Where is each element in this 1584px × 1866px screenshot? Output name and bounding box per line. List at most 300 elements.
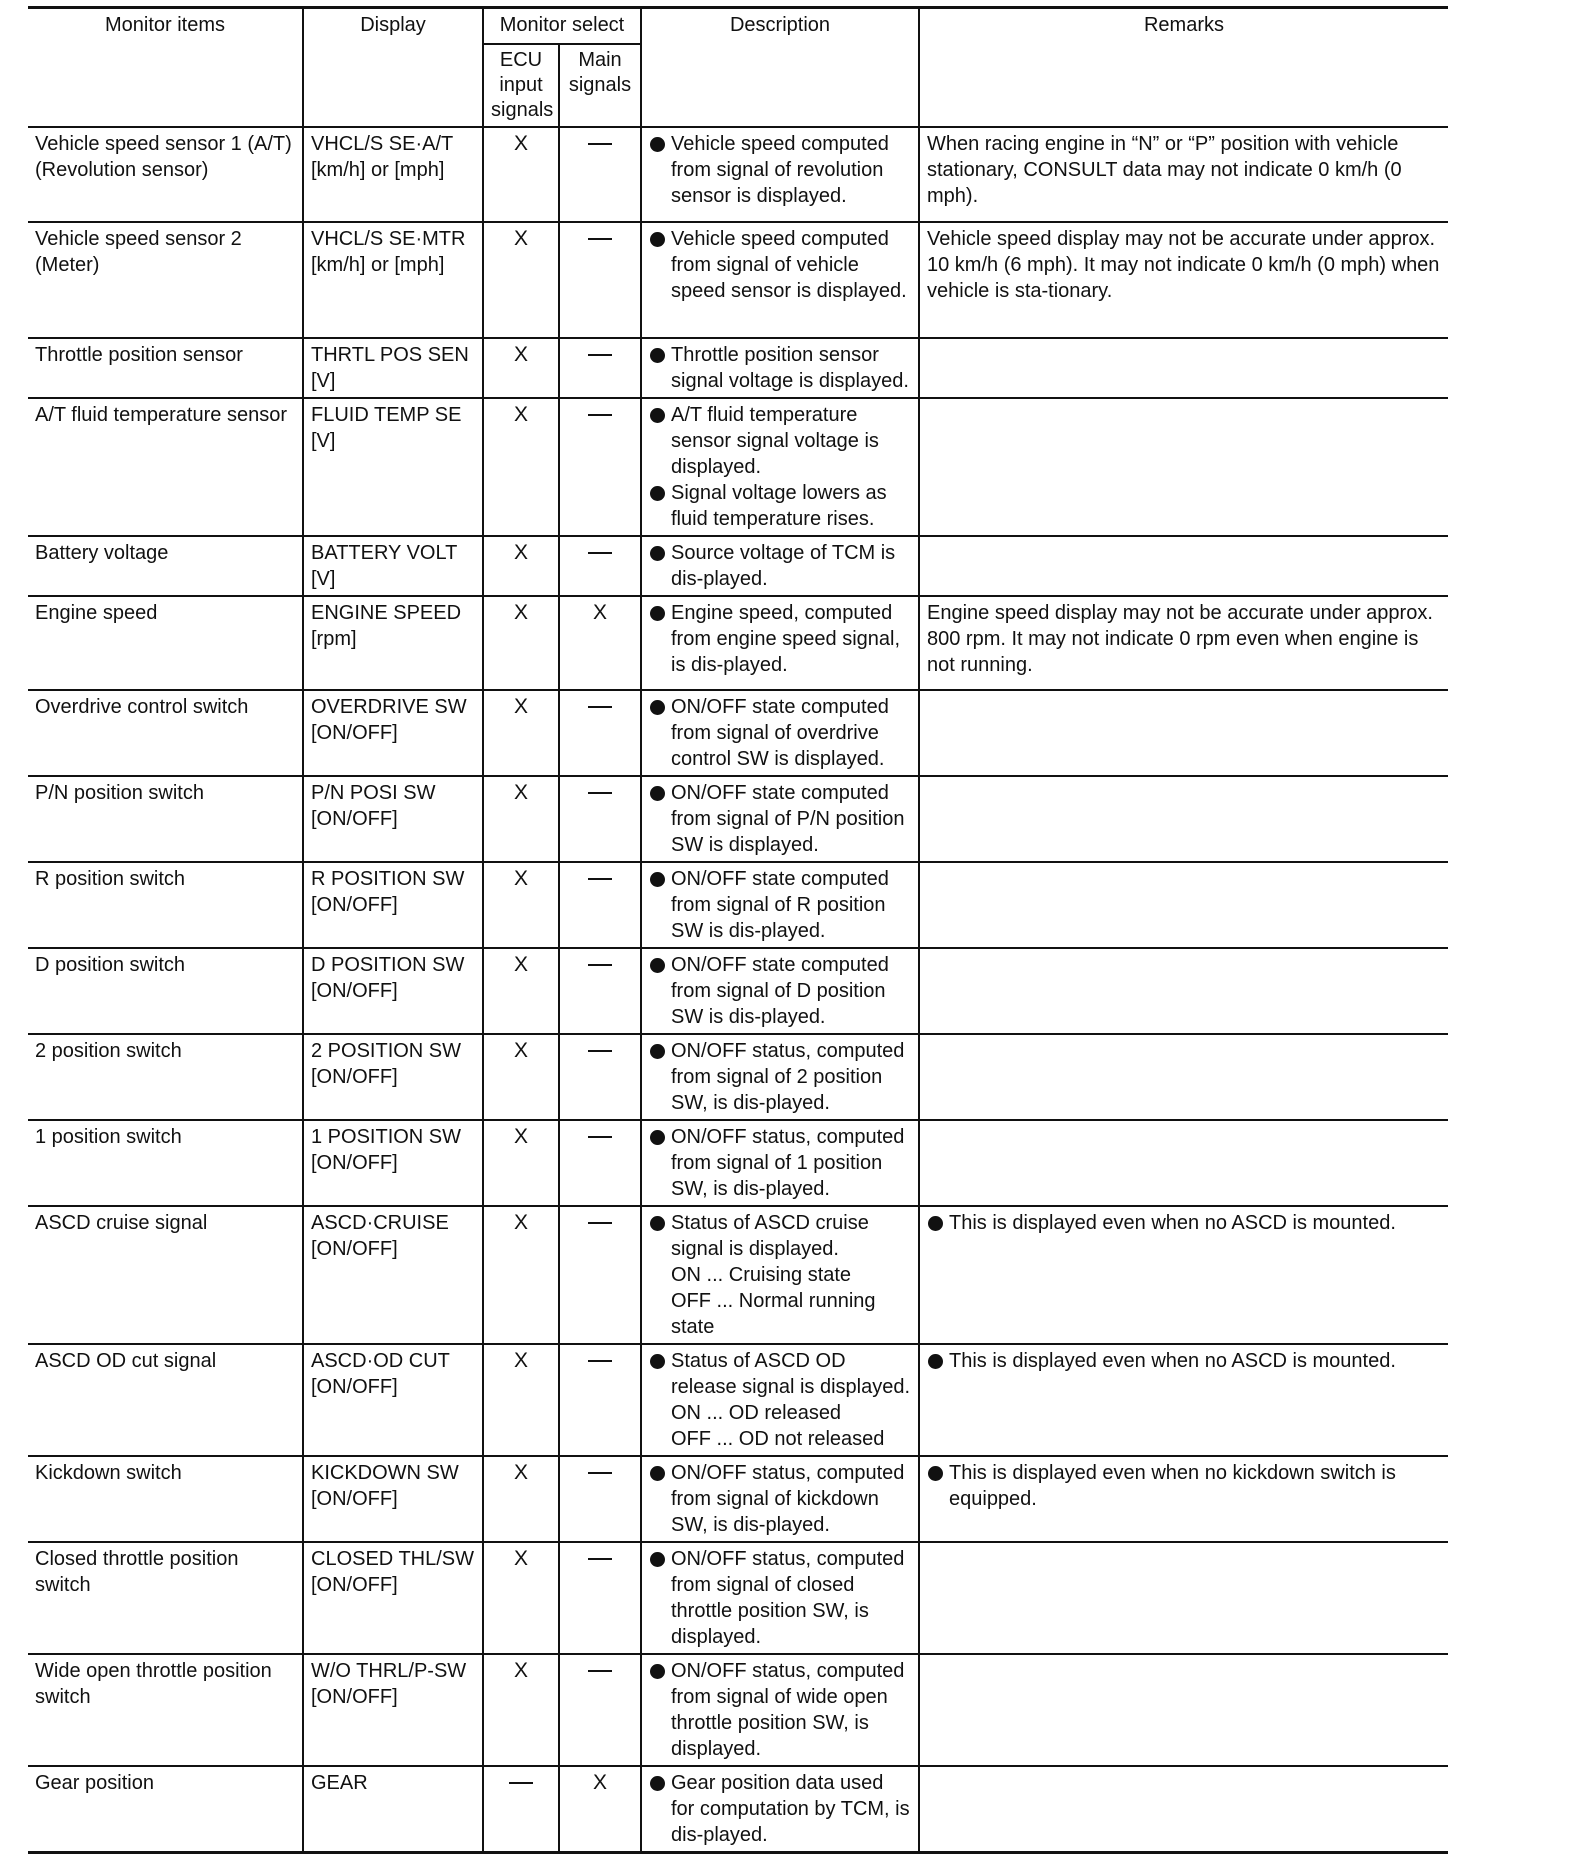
main-signal-cell xyxy=(559,338,641,398)
display-line: [km/h] or [mph] xyxy=(311,253,445,276)
table-row xyxy=(28,1120,1448,1206)
monitor-item-line: Wide open throttle position switch xyxy=(35,1659,272,1708)
monitor-item-line: (Meter) xyxy=(35,253,100,276)
description-cell xyxy=(641,776,919,862)
monitor-item-line: Kickdown switch xyxy=(35,1461,182,1484)
remarks-text: When racing engine in “N” or “P” position with vehicle stationary, CONSULT data may not indicate 0 km/h (0 mph). xyxy=(927,132,1402,207)
description-text: A/T fluid temperature sensor signal voltage is displayed. xyxy=(671,403,879,478)
display-cell xyxy=(303,862,483,948)
display-cell xyxy=(303,1344,483,1456)
remarks-cell xyxy=(919,1344,1448,1456)
display-line: [ON/OFF] xyxy=(311,1685,398,1708)
display-cell xyxy=(303,338,483,398)
display-cell xyxy=(303,948,483,1034)
ecu-input-signal-cell xyxy=(483,1456,559,1542)
x-mark: X xyxy=(513,1460,528,1484)
x-mark: X xyxy=(513,402,528,426)
display-cell xyxy=(303,596,483,690)
display-line: P/N POSI SW xyxy=(311,781,436,804)
dash-mark xyxy=(588,1050,612,1052)
description-cell xyxy=(641,127,919,222)
remarks-cell xyxy=(919,398,1448,536)
description-text: ON/OFF status, computed from signal of 1 position SW, is dis-played. xyxy=(671,1125,905,1200)
description-cell xyxy=(641,1206,919,1344)
display-line: VHCL/S SE·A/T xyxy=(311,132,454,155)
remarks-cell xyxy=(919,1206,1448,1344)
monitor-item-cell xyxy=(28,596,303,690)
x-mark: X xyxy=(513,600,528,624)
description-text: OFF ... Normal running state xyxy=(671,1289,876,1338)
dash-mark xyxy=(588,706,612,708)
description-cell xyxy=(641,398,919,536)
description-bullet xyxy=(649,780,911,858)
dash-mark xyxy=(588,964,612,966)
header-display: Display xyxy=(303,8,483,127)
description-line xyxy=(649,1288,911,1340)
description-text: ON/OFF state computed from signal of D position SW is dis-played. xyxy=(671,953,889,1028)
remarks-cell xyxy=(919,862,1448,948)
display-line: OVERDRIVE SW xyxy=(311,695,467,718)
description-line xyxy=(649,1262,911,1288)
description-cell xyxy=(641,1542,919,1654)
bullet-dot-icon xyxy=(650,137,665,152)
table-row xyxy=(28,1456,1448,1542)
main-signal-cell xyxy=(559,1120,641,1206)
display-line: 1 POSITION SW xyxy=(311,1125,462,1148)
remarks-text: This is displayed even when no kickdown switch is equipped. xyxy=(949,1461,1396,1510)
x-mark: X xyxy=(513,1124,528,1148)
description-text: ON/OFF status, computed from signal of 2 position SW, is dis-played. xyxy=(671,1039,905,1114)
monitor-item-line: Vehicle speed sensor 1 (A/T) xyxy=(35,132,292,155)
table-row xyxy=(28,1766,1448,1853)
bullet-dot-icon xyxy=(650,1776,665,1791)
monitor-item-line: A/T fluid temperature sensor xyxy=(35,403,287,426)
display-line: [ON/OFF] xyxy=(311,1151,398,1174)
remarks-cell xyxy=(919,1654,1448,1766)
bullet-dot-icon xyxy=(650,1664,665,1679)
dash-mark xyxy=(509,1782,533,1784)
display-line: [ON/OFF] xyxy=(311,1065,398,1088)
table-row xyxy=(28,690,1448,776)
description-text: Vehicle speed computed from signal of revolution sensor is displayed. xyxy=(671,132,889,207)
description-line xyxy=(649,1426,911,1452)
display-line: [V] xyxy=(311,567,336,590)
main-signal-cell xyxy=(559,127,641,222)
x-mark: X xyxy=(513,780,528,804)
main-signal-cell xyxy=(559,596,641,690)
x-mark: X xyxy=(513,131,528,155)
x-mark: X xyxy=(513,866,528,890)
display-cell xyxy=(303,1120,483,1206)
bullet-dot-icon xyxy=(650,872,665,887)
monitor-item-cell xyxy=(28,338,303,398)
bullet-dot-icon xyxy=(928,1466,943,1481)
bullet-dot-icon xyxy=(650,786,665,801)
description-bullet xyxy=(649,480,911,532)
monitor-item-cell xyxy=(28,776,303,862)
x-mark: X xyxy=(513,1546,528,1570)
description-text: OFF ... OD not released xyxy=(671,1427,885,1450)
monitor-item-cell xyxy=(28,536,303,596)
description-bullet xyxy=(649,1038,911,1116)
display-cell xyxy=(303,127,483,222)
display-line: [ON/OFF] xyxy=(311,1237,398,1260)
main-signal-cell xyxy=(559,948,641,1034)
dash-mark xyxy=(588,1670,612,1672)
monitor-item-line: Throttle position sensor xyxy=(35,343,243,366)
main-signal-cell xyxy=(559,1766,641,1853)
description-text: Vehicle speed computed from signal of vehicle speed sensor is displayed. xyxy=(671,227,907,302)
bullet-dot-icon xyxy=(928,1354,943,1369)
monitor-item-cell xyxy=(28,1120,303,1206)
display-cell xyxy=(303,1034,483,1120)
table-row xyxy=(28,596,1448,690)
bullet-dot-icon xyxy=(650,408,665,423)
remarks-cell xyxy=(919,1542,1448,1654)
dash-mark xyxy=(588,238,612,240)
description-cell xyxy=(641,1034,919,1120)
monitor-item-line: Engine speed xyxy=(35,601,158,624)
description-text: ON/OFF status, computed from signal of kickdown SW, is dis-played. xyxy=(671,1461,905,1536)
header-monitor-select: Monitor select xyxy=(483,8,641,44)
display-line: R POSITION SW xyxy=(311,867,465,890)
monitor-item-line: Vehicle speed sensor 2 xyxy=(35,227,242,250)
ecu-input-signal-cell xyxy=(483,596,559,690)
description-bullet xyxy=(649,1210,911,1262)
bullet-dot-icon xyxy=(650,1130,665,1145)
table-row xyxy=(28,862,1448,948)
description-bullet xyxy=(649,1770,911,1848)
bullet-dot-icon xyxy=(650,606,665,621)
ecu-input-signal-cell xyxy=(483,1542,559,1654)
description-text: ON/OFF status, computed from signal of wide open throttle position SW, is displayed. xyxy=(671,1659,905,1760)
main-signal-cell xyxy=(559,776,641,862)
table-row xyxy=(28,1206,1448,1344)
description-bullet xyxy=(649,1658,911,1762)
display-line: ASCD·OD CUT xyxy=(311,1349,450,1372)
header-row-top xyxy=(28,8,1448,44)
ecu-input-signal-cell xyxy=(483,338,559,398)
description-cell xyxy=(641,338,919,398)
monitor-item-cell xyxy=(28,948,303,1034)
description-cell xyxy=(641,1456,919,1542)
description-cell xyxy=(641,690,919,776)
description-bullet xyxy=(649,402,911,480)
main-signal-cell xyxy=(559,862,641,948)
display-line: 2 POSITION SW xyxy=(311,1039,462,1062)
remarks-text: This is displayed even when no ASCD is mounted. xyxy=(949,1349,1396,1372)
x-mark: X xyxy=(513,226,528,250)
dash-mark xyxy=(588,354,612,356)
display-line: ENGINE SPEED xyxy=(311,601,462,624)
description-cell xyxy=(641,1654,919,1766)
x-mark: X xyxy=(513,1038,528,1062)
dash-mark xyxy=(588,143,612,145)
monitor-item-line: Overdrive control switch xyxy=(35,695,249,718)
description-text: ON/OFF state computed from signal of overdrive control SW is displayed. xyxy=(671,695,889,770)
display-line: BATTERY VOLT xyxy=(311,541,458,564)
main-signal-cell xyxy=(559,1542,641,1654)
x-mark: X xyxy=(592,600,607,624)
display-line: [km/h] or [mph] xyxy=(311,158,445,181)
ecu-input-signal-cell xyxy=(483,1766,559,1853)
monitor-item-line: ASCD cruise signal xyxy=(35,1211,208,1234)
monitor-item-line: P/N position switch xyxy=(35,781,204,804)
description-text: ON ... Cruising state xyxy=(671,1263,852,1286)
table-row xyxy=(28,338,1448,398)
x-mark: X xyxy=(513,540,528,564)
main-signal-cell xyxy=(559,222,641,338)
monitor-item-cell xyxy=(28,1654,303,1766)
display-cell xyxy=(303,536,483,596)
display-line: [ON/OFF] xyxy=(311,721,398,744)
ecu-input-signal-cell xyxy=(483,1120,559,1206)
table-row xyxy=(28,536,1448,596)
description-bullet xyxy=(649,694,911,772)
dash-mark xyxy=(588,552,612,554)
description-bullet xyxy=(649,952,911,1030)
remarks-cell xyxy=(919,222,1448,338)
header-description: Description xyxy=(641,8,919,127)
monitor-item-cell xyxy=(28,862,303,948)
bullet-dot-icon xyxy=(650,1044,665,1059)
main-signal-cell xyxy=(559,690,641,776)
monitor-items-sheet xyxy=(28,6,1448,1854)
display-line: [ON/OFF] xyxy=(311,979,398,1002)
remarks-cell xyxy=(919,127,1448,222)
description-bullet xyxy=(649,866,911,944)
dash-mark xyxy=(588,1222,612,1224)
main-signal-cell xyxy=(559,398,641,536)
table-row xyxy=(28,1654,1448,1766)
remarks-bullet xyxy=(927,1210,1441,1236)
monitor-item-cell xyxy=(28,127,303,222)
description-cell xyxy=(641,862,919,948)
x-mark: X xyxy=(592,1770,607,1794)
description-cell xyxy=(641,948,919,1034)
display-cell xyxy=(303,1456,483,1542)
ecu-input-signal-cell xyxy=(483,1654,559,1766)
main-signal-cell xyxy=(559,1344,641,1456)
description-cell xyxy=(641,1766,919,1853)
description-cell xyxy=(641,596,919,690)
display-cell xyxy=(303,690,483,776)
table-row xyxy=(28,127,1448,222)
monitor-item-cell xyxy=(28,1206,303,1344)
description-text: Source voltage of TCM is dis-played. xyxy=(671,541,896,590)
bullet-dot-icon xyxy=(928,1216,943,1231)
ecu-input-signal-cell xyxy=(483,1344,559,1456)
display-line: ASCD·CRUISE xyxy=(311,1211,449,1234)
description-bullet xyxy=(649,226,911,304)
display-line: CLOSED THL/SW xyxy=(311,1547,474,1570)
remarks-cell xyxy=(919,1034,1448,1120)
remarks-text: Engine speed display may not be accurate under approx. 800 rpm. It may not indicate 0 rpm even when engine is not running. xyxy=(927,601,1433,676)
header-remarks: Remarks xyxy=(919,8,1448,127)
monitor-item-cell xyxy=(28,1542,303,1654)
dash-mark xyxy=(588,1360,612,1362)
bullet-dot-icon xyxy=(650,1552,665,1567)
bullet-dot-icon xyxy=(650,700,665,715)
header-ecu-input-signals: ECU input signals xyxy=(483,44,559,127)
display-line: [ON/OFF] xyxy=(311,1375,398,1398)
table-row xyxy=(28,1542,1448,1654)
main-signal-cell xyxy=(559,1456,641,1542)
description-text: Status of ASCD OD release signal is displayed. xyxy=(671,1349,911,1398)
display-cell xyxy=(303,1654,483,1766)
monitor-item-line: 2 position switch xyxy=(35,1039,182,1062)
x-mark: X xyxy=(513,342,528,366)
dash-mark xyxy=(588,878,612,880)
monitor-item-line: Gear position xyxy=(35,1771,154,1794)
remarks-bullet xyxy=(927,1348,1441,1374)
bullet-dot-icon xyxy=(650,232,665,247)
description-bullet xyxy=(649,1546,911,1650)
monitor-item-cell xyxy=(28,690,303,776)
table-body xyxy=(28,127,1448,1853)
display-line: VHCL/S SE·MTR xyxy=(311,227,466,250)
monitor-item-line: Closed throttle position switch xyxy=(35,1547,239,1596)
description-text: ON/OFF status, computed from signal of closed throttle position SW, is displayed. xyxy=(671,1547,905,1648)
ecu-input-signal-cell xyxy=(483,222,559,338)
ecu-input-signal-cell xyxy=(483,862,559,948)
dash-mark xyxy=(588,414,612,416)
monitor-item-line: Battery voltage xyxy=(35,541,169,564)
bullet-dot-icon xyxy=(650,1466,665,1481)
description-text: Gear position data used for computation by TCM, is dis-played. xyxy=(671,1771,910,1846)
display-line: D POSITION SW xyxy=(311,953,465,976)
header-monitor-items: Monitor items xyxy=(28,8,303,127)
table-row xyxy=(28,222,1448,338)
description-bullet xyxy=(649,342,911,394)
ecu-input-signal-cell xyxy=(483,536,559,596)
description-text: Throttle position sensor signal voltage is displayed. xyxy=(671,343,909,392)
description-cell xyxy=(641,222,919,338)
description-bullet xyxy=(649,1124,911,1202)
description-line xyxy=(649,1400,911,1426)
display-cell xyxy=(303,398,483,536)
x-mark: X xyxy=(513,694,528,718)
remarks-line xyxy=(927,226,1441,304)
table-row xyxy=(28,1034,1448,1120)
description-text: Status of ASCD cruise signal is displayed. xyxy=(671,1211,869,1260)
description-cell xyxy=(641,536,919,596)
ecu-input-signal-cell xyxy=(483,127,559,222)
description-cell xyxy=(641,1344,919,1456)
remarks-cell xyxy=(919,776,1448,862)
display-line: W/O THRL/P-SW xyxy=(311,1659,467,1682)
remarks-text: Vehicle speed display may not be accurate under approx. 10 km/h (6 mph). It may not indicate 0 km/h (0 mph) when vehicle is sta-tionary. xyxy=(927,227,1440,302)
ecu-input-signal-cell xyxy=(483,690,559,776)
monitor-item-line: R position switch xyxy=(35,867,186,890)
display-cell xyxy=(303,1766,483,1853)
monitor-item-line: ASCD OD cut signal xyxy=(35,1349,217,1372)
bullet-dot-icon xyxy=(650,1216,665,1231)
display-cell xyxy=(303,776,483,862)
description-bullet xyxy=(649,600,911,678)
remarks-cell xyxy=(919,1120,1448,1206)
table-row xyxy=(28,398,1448,536)
table-row xyxy=(28,1344,1448,1456)
remarks-cell xyxy=(919,690,1448,776)
bullet-dot-icon xyxy=(650,546,665,561)
monitor-item-cell xyxy=(28,1456,303,1542)
ecu-input-signal-cell xyxy=(483,1034,559,1120)
remarks-cell xyxy=(919,948,1448,1034)
x-mark: X xyxy=(513,1210,528,1234)
remarks-cell xyxy=(919,536,1448,596)
bullet-dot-icon xyxy=(650,958,665,973)
display-cell xyxy=(303,222,483,338)
description-text: Engine speed, computed from engine speed signal, is dis-played. xyxy=(671,601,901,676)
bullet-dot-icon xyxy=(650,486,665,501)
description-cell xyxy=(641,1120,919,1206)
bullet-dot-icon xyxy=(650,348,665,363)
display-line: THRTL POS SEN xyxy=(311,343,469,366)
display-line: [ON/OFF] xyxy=(311,1573,398,1596)
display-line: [V] xyxy=(311,429,336,452)
dash-mark xyxy=(588,1136,612,1138)
remarks-cell xyxy=(919,596,1448,690)
dash-mark xyxy=(588,1472,612,1474)
description-text: ON ... OD released xyxy=(671,1401,842,1424)
description-bullet xyxy=(649,131,911,209)
monitor-item-line: (Revolution sensor) xyxy=(35,158,209,181)
ecu-input-signal-cell xyxy=(483,948,559,1034)
dash-mark xyxy=(588,1558,612,1560)
main-signal-cell xyxy=(559,1206,641,1344)
monitor-item-cell xyxy=(28,1344,303,1456)
remarks-cell xyxy=(919,1766,1448,1853)
remarks-text: This is displayed even when no ASCD is mounted. xyxy=(949,1211,1396,1234)
remarks-cell xyxy=(919,338,1448,398)
description-bullet xyxy=(649,1348,911,1400)
monitor-item-cell xyxy=(28,1034,303,1120)
display-line: KICKDOWN SW xyxy=(311,1461,459,1484)
remarks-line xyxy=(927,600,1441,678)
remarks-cell xyxy=(919,1456,1448,1542)
main-signal-cell xyxy=(559,1034,641,1120)
display-line: [ON/OFF] xyxy=(311,807,398,830)
description-text: Signal voltage lowers as fluid temperature rises. xyxy=(671,481,887,530)
monitor-item-line: 1 position switch xyxy=(35,1125,182,1148)
description-bullet xyxy=(649,1460,911,1538)
ecu-input-signal-cell xyxy=(483,1206,559,1344)
display-line: [ON/OFF] xyxy=(311,1487,398,1510)
monitor-item-cell xyxy=(28,398,303,536)
table-row xyxy=(28,776,1448,862)
monitor-item-line: D position switch xyxy=(35,953,186,976)
remarks-line xyxy=(927,131,1441,209)
dash-mark xyxy=(588,792,612,794)
header-main-signals: Main signals xyxy=(559,44,641,127)
remarks-bullet xyxy=(927,1460,1441,1512)
display-line: FLUID TEMP SE xyxy=(311,403,462,426)
display-line: [ON/OFF] xyxy=(311,893,398,916)
display-line: GEAR xyxy=(311,1771,368,1794)
x-mark: X xyxy=(513,1348,528,1372)
x-mark: X xyxy=(513,1658,528,1682)
x-mark: X xyxy=(513,952,528,976)
display-line: [V] xyxy=(311,369,336,392)
description-bullet xyxy=(649,540,911,592)
display-line: [rpm] xyxy=(311,627,357,650)
monitor-item-cell xyxy=(28,222,303,338)
description-text: ON/OFF state computed from signal of P/N position SW is displayed. xyxy=(671,781,905,856)
main-signal-cell xyxy=(559,536,641,596)
monitor-items-table xyxy=(28,6,1448,1854)
ecu-input-signal-cell xyxy=(483,398,559,536)
